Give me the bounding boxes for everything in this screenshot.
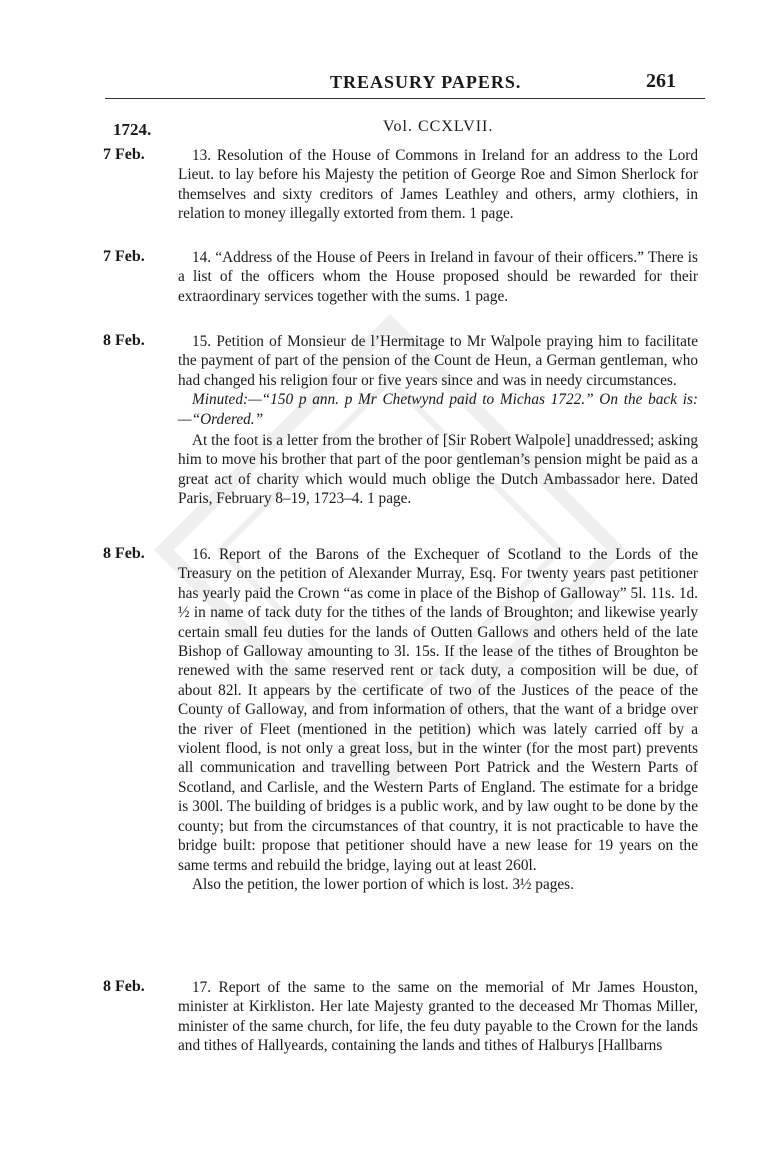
year-label: 1724. (113, 120, 152, 139)
entry-date: 7 Feb. (103, 146, 145, 163)
entry-minute: Minuted:—“150 p ann. p Mr Chetwynd paid to Michas 1722.” On the back is:—“Ordered.” (178, 391, 698, 428)
entry-body (178, 545, 698, 894)
entry-paragraph: Also the petition, the lower portion of which is lost. 3½ pages. (192, 875, 574, 893)
page-number: 261 (646, 70, 676, 92)
entry-date: 8 Feb. (103, 545, 145, 562)
entry-date: 8 Feb. (103, 332, 145, 349)
entry-paragraph: 14. “Address of the House of Peers in Ireland in favour of their officers.” There is a list of the officers whom the House proposed should be rewarded for their extraordinary services together with the sums. 1 page. (178, 249, 698, 305)
volume-heading: Vol. CCXLVII. (383, 118, 494, 135)
running-title: TREASURY PAPERS. (330, 72, 522, 92)
entry-body (178, 332, 698, 509)
entry-body (178, 978, 698, 1056)
entry-paragraph: 17. Report of the same to the same on the memorial of Mr James Houston, minister at Kirkliston. Her late Majesty granted to the deceased Mr Thomas Miller, minister of the same church, for life, the feu duty payable to the Crown for the lands and tithes of Hallyeards, containing the lands and tithes of Halburys [Hallbarns (178, 979, 698, 1055)
entry-paragraph: 15. Petition of Monsieur de l’Hermitage to Mr Walpole praying him to facilitate the payment of part of the pension of the Count de Heun, a German gentleman, who had changed his religion four or five years since and was in needy circumstances. (178, 333, 698, 389)
entry-paragraph: At the foot is a letter from the brother of [Sir Robert Walpole] unaddressed; asking him to move his brother that part of the poor gentleman’s pension might be paid as a great act of charity which would much oblige the Dutch Ambassador here. Dated Paris, February 8–19, 1723–4. 1 page. (178, 432, 698, 508)
entry-date: 8 Feb. (103, 978, 145, 995)
entry-paragraph: 16. Report of the Barons of the Exchequer of Scotland to the Lords of the Treasury on the petition of Alexander Murray, Esq. For twenty years past petitioner has yearly paid the Crown “as come in place of the Bishop of Galloway” 5l. 11s. 1d. ½ in name of tack duty for the tithes of the lands of Broughton; and likewise yearly certain small feu duties for the lands of Outten Gallows and others held of the late Bishop of Galloway amounting to 3l. 15s. If the lease of the tithes of Broughton be renewed with the same reserved rent or tack duty, a composition will be due, of about 82l. It appears by the certificate of two of the Justices of the peace of the County of Galloway, and from information of others, that the want of a bridge over the river of Fleet (mentioned in the petition) which was lately carried off by a violent flood, is not only a great loss, but in the winter (for the most part) prevents all communication and travelling between Port Patrick and the Western Parts of Scotland, and Carlisle, and the Western Parts of England. The estimate for a bridge is 300l. The building of bridges is a public work, and by law ought to be done by the county; but from the circumstances of that country, it is not practicable to have the bridge built: propose that petitioner should have a new lease for 19 years on the same terms and rebuild the bridge, laying out at least 260l. (178, 546, 698, 874)
header-rule (105, 98, 705, 99)
entry-date: 7 Feb. (103, 248, 145, 265)
entry-paragraph: 13. Resolution of the House of Commons in Ireland for an address to the Lord Lieut. to lay before his Majesty the petition of George Roe and Simon Sherlock for themselves and sixty creditors of James Leathley and others, army clothiers, in relation to money illegally extorted from them. 1 page. (178, 147, 698, 223)
entry-body (178, 146, 698, 224)
entry-body (178, 248, 698, 306)
